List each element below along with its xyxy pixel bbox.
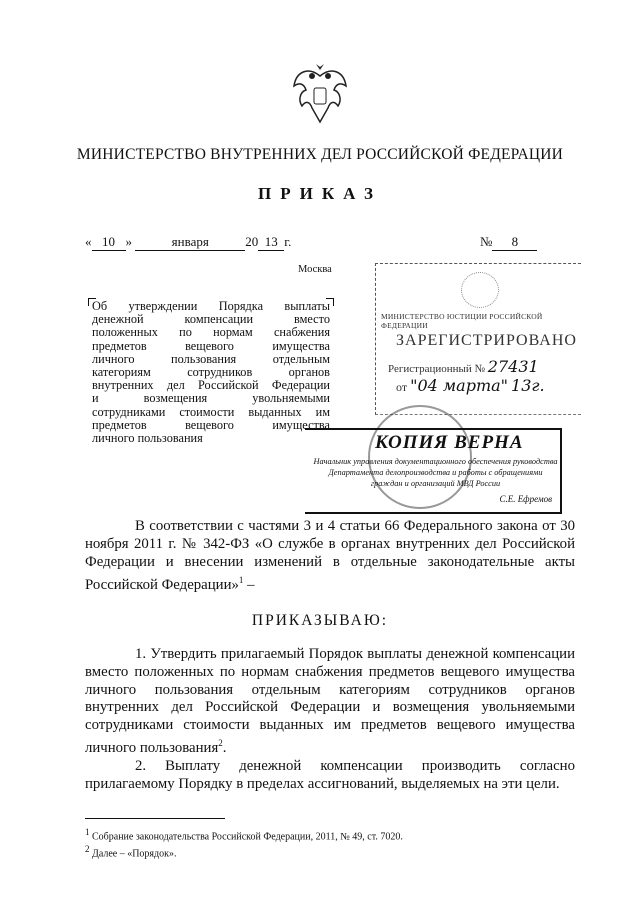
- date-day: 10: [92, 234, 126, 251]
- document-type: ПРИКАЗ: [258, 184, 382, 203]
- orders-heading: ПРИКАЗЫВАЮ:: [251, 612, 389, 629]
- registration-stamp: МИНИСТЕРСТВО ЮСТИЦИИ РОССИЙСКОЙ ФЕДЕРАЦИИ ЗАРЕГИСТРИРОВАНО Регистрационный № 27431 от "04 марта" 13г.: [375, 263, 581, 415]
- date-year: 13: [258, 234, 284, 251]
- preamble: В соответствии с частями 3 и 4 статьи 66 Федерального закона от 30 ноября 2011 г. № 342-ФЗ «О службе в органах внутренних дел Российской Федерации и внесении изменений в отдельные законодательные акты Российской Федерации»$^1$ –: [85, 518, 575, 593]
- footnote-divider: [85, 818, 225, 819]
- order-items: [85, 646, 575, 793]
- date-month: января: [135, 234, 245, 251]
- footnotes: $^1$ Собрание законодательства Российской Федерации, 2011, № 49, ст. 7020. $^2$ Далее – «Порядок».: [85, 827, 403, 860]
- order-item: 2. Выплату денежной компенсации производить согласно прилагаемому Порядку в пределах ассигнований, выделяемых на эти цели.: [85, 757, 575, 792]
- city: Москва: [298, 264, 332, 275]
- ministry-title: МИНИСТЕРСТВО ВНУТРЕННИХ ДЕЛ РОССИЙСКОЙ ФЕДЕРАЦИИ: [76, 146, 564, 163]
- copy-certified-stamp: КОПИЯ ВЕРНА Начальник управления документационного обеспечения руководства Департамента делопроизводства и работы с обращениями граждан и организаций МВД России С.Е. Ефремов: [305, 428, 562, 514]
- emblem-seal-icon: [461, 272, 499, 308]
- order-date: « 10 » января 20 13 г.: [85, 234, 292, 249]
- registration-number: 27431: [487, 357, 539, 376]
- order-item: 1. Утвердить прилагаемый Порядок выплаты денежной компенсации вместо положенных по нормам снабжения предметов вещевого имущества личного пользования отдельным категориям сотрудников органов внутренних дел Российской Федерации и возмещения увольняемыми сотрудниками стоимости выданных им предметов вещевого имущества личного пользования$^2$.: [85, 646, 575, 756]
- signer-name: С.Е. Ефремов: [499, 494, 552, 504]
- order-number: № 8: [480, 234, 537, 251]
- coat-of-arms-emblem: [290, 62, 350, 128]
- order-subject: Об утверждении Порядка выплаты денежной компенсации вместо положенных по нормам снабжения предметов вещевого имущества личного пользования отдельным категориям сотрудников органов внутренних дел Российской Федерации и возмещения увольняемыми сотрудниками стоимости выданных им предметов вещевого имущества личного пользования: [92, 299, 330, 446]
